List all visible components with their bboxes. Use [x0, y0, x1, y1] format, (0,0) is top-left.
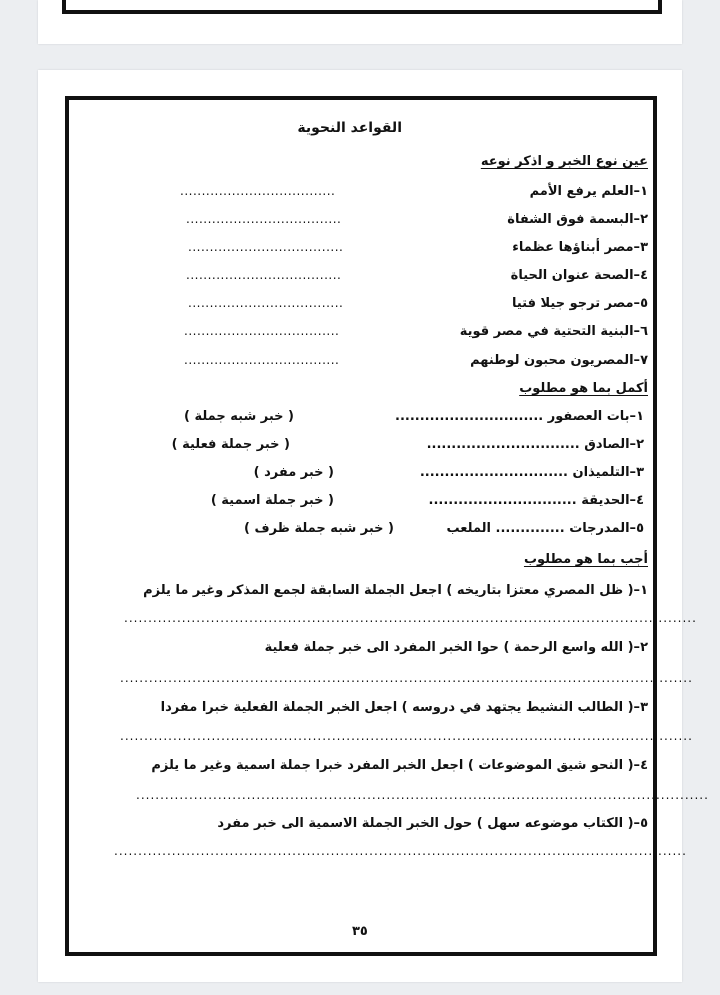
s1-item-5: ٥–مصر ترجو جيلا فتيا	[511, 296, 648, 311]
s3-item-4: ٤–( النحو شيق الموضوعات ) اجعل الخبر المفرد خبرا جملة اسمية وغير ما يلزم	[151, 758, 648, 773]
previous-page-frame	[62, 0, 662, 14]
section3-heading: أجب بما هو مطلوب	[523, 552, 648, 567]
section1-heading: عين نوع الخبر و اذكر نوعه	[480, 154, 648, 169]
worksheet-content	[58, 116, 709, 939]
s2-hint-3: ( خبر مفرد )	[253, 465, 334, 480]
s3-answer-line-4: .......................................................................................................................	[136, 788, 709, 802]
s1-item-2: ٢–البسمة فوق الشفاة	[507, 212, 648, 227]
s3-item-2: ٢–( الله واسع الرحمة ) حوا الخبر المفرد الى خبر جملة فعلية	[264, 640, 648, 655]
s3-answer-line-3: .......................................................................................................................	[120, 729, 693, 743]
page-number: ٣٥	[352, 924, 368, 939]
s3-item-5: ٥–( الكتاب موضوعه سهل ) حول الخبر الجملة الاسمية الى خبر مفرد	[217, 816, 648, 831]
s2-item-2: ٢–الصادق ...............................	[426, 437, 644, 452]
s1-item-4: ٤–الصحة عنوان الحياة	[510, 268, 648, 283]
s2-hint-5: ( خبر شبه جملة ظرف )	[244, 521, 394, 536]
s2-item-4: ٤–الحديقة ..............................	[428, 493, 644, 508]
s2-hint-1: ( خبر شبه جملة )	[184, 409, 294, 424]
s1-item-3: ٣–مصر أبناؤها عظماء	[512, 240, 648, 255]
s1-blank-2: ....................................	[186, 212, 342, 226]
s2-item-5: ٥–المدرجات .............. الملعب	[446, 521, 644, 536]
s1-blank-5: ....................................	[188, 296, 344, 310]
s2-item-1: ١–بات العصفور ..............................	[395, 409, 644, 424]
s2-hint-4: ( خبر جملة اسمية )	[210, 493, 334, 508]
s1-blank-3: ....................................	[188, 240, 344, 254]
s1-blank-4: ....................................	[186, 268, 342, 282]
s3-answer-line-5: .......................................................................................................................	[114, 844, 687, 858]
s1-item-6: ٦–البنية التحتية في مصر قوية	[459, 324, 648, 339]
s3-item-1: ١–( ظل المصري معتزا بتاريخه ) اجعل الجملة السابقة لجمع المذكر وغير ما يلزم	[143, 583, 648, 598]
page-title: القواعد النحوية	[297, 120, 402, 136]
previous-page-card	[38, 0, 682, 44]
s3-answer-line-1: .......................................................................................................................	[124, 611, 697, 625]
s3-item-3: ٣–( الطالب النشيط يجتهد في دروسه ) اجعل الخبر الجملة الفعلية خبرا مفردا	[160, 700, 648, 715]
s3-answer-line-2: .......................................................................................................................	[120, 671, 693, 685]
s1-blank-6: ....................................	[184, 324, 340, 338]
section2-heading: أكمل بما هو مطلوب	[519, 381, 648, 396]
s1-blank-7: ....................................	[184, 353, 340, 367]
s2-item-3: ٣–التلميذان ..............................	[419, 465, 644, 480]
s1-blank-1: ....................................	[180, 184, 336, 198]
s1-item-1: ١–العلم يرفع الأمم	[529, 184, 648, 199]
s2-hint-2: ( خبر جملة فعلية )	[171, 437, 290, 452]
s1-item-7: ٧–المصريون محبون لوطنهم	[470, 353, 648, 368]
